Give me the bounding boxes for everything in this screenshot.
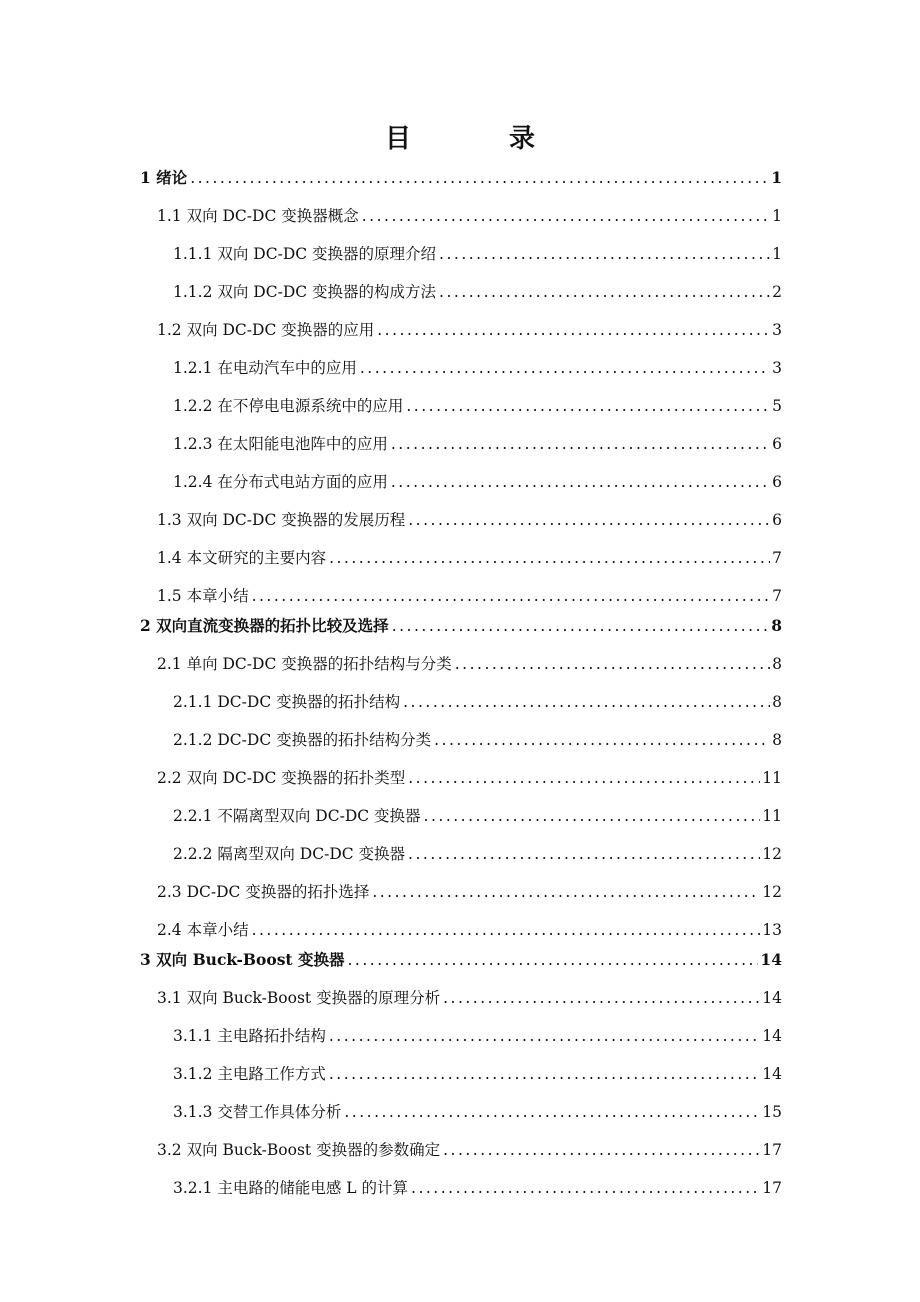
- toc-leader-dots: [443, 1140, 760, 1162]
- toc-leader-dots: [344, 1102, 760, 1124]
- toc-entry[interactable]: [140, 676, 782, 714]
- toc-entry[interactable]: [140, 972, 782, 1010]
- toc-entry-page-number: 14: [762, 1027, 782, 1045]
- toc-entry-label: 1.1.1 双向 DC-DC 变换器的原理介绍: [173, 245, 437, 263]
- toc-entry-page-number: 8: [772, 693, 782, 711]
- toc-entry-label: 2.3 DC-DC 变换器的拓扑选择: [157, 883, 370, 901]
- toc-entry-label: 3.1.1 主电路拓扑结构: [173, 1027, 326, 1045]
- toc-leader-dots: [434, 730, 770, 752]
- toc-entry-label: 3.1.2 主电路工作方式: [173, 1065, 326, 1083]
- toc-entry-page-number: 14: [762, 989, 782, 1007]
- toc-entry[interactable]: [140, 866, 782, 904]
- toc-leader-dots: [252, 920, 761, 942]
- toc-entry-page-number: 13: [762, 921, 782, 939]
- toc-entry-label: 2.2 双向 DC-DC 变换器的拓扑类型: [157, 769, 406, 787]
- toc-entry-label: 1.2.3 在太阳能电池阵中的应用: [173, 435, 388, 453]
- toc-entry-page-number: 2: [772, 283, 782, 301]
- toc-list: [140, 160, 782, 1200]
- toc-entry[interactable]: [140, 494, 782, 532]
- toc-entry-page-number: 17: [762, 1141, 782, 1159]
- toc-entry-page-number: 8: [772, 731, 782, 749]
- toc-leader-dots: [252, 586, 771, 608]
- toc-entry-page-number: 12: [762, 845, 782, 863]
- toc-entry-page-number: 3: [772, 321, 782, 339]
- toc-entry-page-number: 6: [772, 435, 782, 453]
- toc-leader-dots: [408, 768, 760, 790]
- toc-entry-label: 3 双向 Buck-Boost 变换器: [140, 950, 345, 969]
- toc-entry-label: 2.4 本章小结: [157, 921, 249, 939]
- toc-entry[interactable]: [140, 228, 782, 266]
- toc-entry-page-number: 8: [772, 655, 782, 673]
- toc-leader-dots: [360, 358, 770, 380]
- toc-entry-page-number: 6: [772, 473, 782, 491]
- toc-entry[interactable]: [140, 570, 782, 608]
- toc-entry-label: 2.1.2 DC-DC 变换器的拓扑结构分类: [173, 731, 432, 749]
- toc-leader-dots: [424, 806, 761, 828]
- toc-entry-page-number: 11: [762, 807, 782, 825]
- toc-entry-page-number: 8: [771, 616, 782, 635]
- toc-entry-page-number: 3: [772, 359, 782, 377]
- toc-entry[interactable]: [140, 1086, 782, 1124]
- toc-entry[interactable]: [140, 904, 782, 942]
- toc-leader-dots: [329, 548, 770, 570]
- toc-leader-dots: [329, 1026, 760, 1048]
- toc-entry[interactable]: [140, 160, 782, 190]
- toc-entry-page-number: 1: [771, 168, 782, 187]
- toc-leader-dots: [377, 320, 770, 342]
- toc-entry[interactable]: [140, 1162, 782, 1200]
- toc-entry[interactable]: [140, 456, 782, 494]
- toc-entry-label: 3.2 双向 Buck-Boost 变换器的参数确定: [157, 1141, 441, 1159]
- toc-entry-label: 3.2.1 主电路的储能电感 L 的计算: [173, 1179, 409, 1197]
- toc-leader-dots: [329, 1064, 760, 1086]
- toc-entry-page-number: 6: [772, 511, 782, 529]
- toc-entry-label: 2.2.1 不隔离型双向 DC-DC 变换器: [173, 807, 421, 825]
- toc-entry-page-number: 14: [760, 950, 782, 969]
- toc-entry[interactable]: [140, 418, 782, 456]
- toc-entry-label: 1.2.4 在分布式电站方面的应用: [173, 473, 388, 491]
- toc-entry[interactable]: [140, 714, 782, 752]
- toc-entry[interactable]: [140, 608, 782, 638]
- toc-entry-label: 1.2.2 在不停电电源系统中的应用: [173, 397, 404, 415]
- toc-entry-label: 1.3 双向 DC-DC 变换器的发展历程: [157, 511, 406, 529]
- toc-leader-dots: [408, 510, 770, 532]
- toc-entry[interactable]: [140, 942, 782, 972]
- toc-entry-label: 1 绪论: [140, 168, 188, 187]
- toc-entry-page-number: 7: [772, 549, 782, 567]
- toc-entry-label: 3.1 双向 Buck-Boost 变换器的原理分析: [157, 989, 441, 1007]
- toc-entry[interactable]: [140, 304, 782, 342]
- toc-entry-label: 1.2.1 在电动汽车中的应用: [173, 359, 357, 377]
- toc-entry[interactable]: [140, 752, 782, 790]
- toc-entry-page-number: 14: [762, 1065, 782, 1083]
- toc-entry-page-number: 1: [772, 207, 782, 225]
- toc-entry-page-number: 1: [772, 245, 782, 263]
- toc-entry-label: 1.4 本文研究的主要内容: [157, 549, 327, 567]
- toc-entry-label: 1.2 双向 DC-DC 变换器的应用: [157, 321, 375, 339]
- toc-entry-label: 1.1.2 双向 DC-DC 变换器的构成方法: [173, 283, 437, 301]
- toc-entry[interactable]: [140, 1010, 782, 1048]
- toc-leader-dots: [372, 882, 760, 904]
- toc-entry-label: 3.1.3 交替工作具体分析: [173, 1103, 342, 1121]
- toc-entry[interactable]: [140, 380, 782, 418]
- toc-entry-page-number: 5: [772, 397, 782, 415]
- toc-entry[interactable]: [140, 638, 782, 676]
- toc-leader-dots: [362, 206, 770, 228]
- toc-entry-label: 2 双向直流变换器的拓扑比较及选择: [140, 616, 389, 635]
- toc-entry-label: 2.2.2 隔离型双向 DC-DC 变换器: [173, 845, 406, 863]
- toc-entry-label: 2.1.1 DC-DC 变换器的拓扑结构: [173, 693, 401, 711]
- toc-entry[interactable]: [140, 1048, 782, 1086]
- toc-entry[interactable]: [140, 828, 782, 866]
- toc-entry[interactable]: [140, 790, 782, 828]
- toc-entry[interactable]: [140, 266, 782, 304]
- toc-entry-page-number: 11: [762, 769, 782, 787]
- toc-entry-page-number: 7: [772, 587, 782, 605]
- toc-leader-dots: [392, 616, 770, 638]
- toc-entry[interactable]: [140, 532, 782, 570]
- toc-leader-dots: [411, 1178, 760, 1200]
- toc-entry-label: 2.1 单向 DC-DC 变换器的拓扑结构与分类: [157, 655, 452, 673]
- toc-title: 目 录: [384, 124, 571, 154]
- toc-entry[interactable]: [140, 190, 782, 228]
- toc-leader-dots: [408, 844, 760, 866]
- toc-entry-page-number: 15: [762, 1103, 782, 1121]
- toc-leader-dots: [406, 396, 770, 418]
- toc-entry-label: 1.1 双向 DC-DC 变换器概念: [157, 207, 359, 225]
- toc-leader-dots: [348, 950, 759, 972]
- toc-leader-dots: [443, 988, 760, 1010]
- toc-leader-dots: [439, 282, 770, 304]
- toc-entry[interactable]: [140, 1124, 782, 1162]
- toc-leader-dots: [391, 434, 770, 456]
- toc-entry-label: 1.5 本章小结: [157, 587, 249, 605]
- toc-leader-dots: [190, 168, 769, 190]
- toc-leader-dots: [439, 244, 770, 266]
- toc-entry-page-number: 12: [762, 883, 782, 901]
- toc-leader-dots: [391, 472, 770, 494]
- toc-leader-dots: [455, 654, 770, 676]
- toc-leader-dots: [403, 692, 770, 714]
- toc-entry[interactable]: [140, 342, 782, 380]
- toc-entry-page-number: 17: [762, 1179, 782, 1197]
